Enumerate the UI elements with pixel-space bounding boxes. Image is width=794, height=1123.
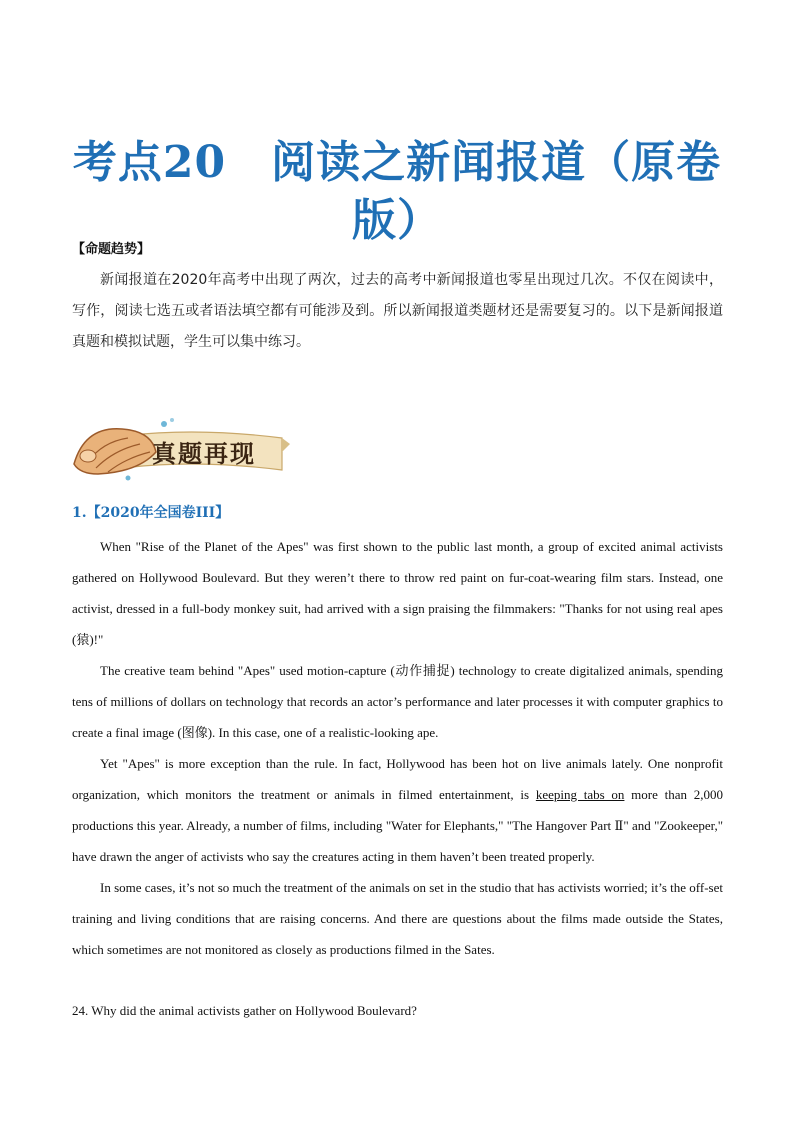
- underlined-phrase: keeping tabs on: [535, 787, 625, 802]
- paragraph-3-part-2: more than 2,000 productions this year. Already, a number of films, including "Water for Elephants," "The Hangover Part Ⅱ" and "Zookeeper," have drawn the anger of activists who say the creatures acting in them haven’t been treated properly.: [72, 787, 724, 864]
- banner-text: 真题再现: [152, 439, 256, 468]
- passage-paragraph-4: In some cases, it’s not so much the treatment of the animals on set in the studio that has activists worried; it’s the off-set training and living conditions that are raising concerns. And there are questions about the films made outside the States, which sometimes are not monitored as closely as productions filmed in the Sates.: [72, 880, 723, 957]
- question-source-heading: 1.【2020年全国卷III】: [72, 505, 230, 521]
- reading-passage: [72, 531, 723, 965]
- paragraph-3-part-1: Yet "Apes" is more exception than the rule. In fact, Hollywood has been hot on live animals lately. One nonprofit organization, which monitors the treatment or animals in filmed entertainment, is: [72, 756, 723, 802]
- passage-paragraph-1: When "Rise of the Planet of the Apes" was first shown to the public last month, a group of excited animal activists gathered on Hollywood Boulevard. But they weren’t there to throw red paint on fur-coat-wearing film stars. Instead, one activist, dressed in a full-body monkey suit, had arrived with a sign praising the filmmakers: "Thanks for not using real apes (猿)!": [72, 539, 723, 647]
- section-banner: [68, 412, 292, 486]
- question-24: 24. Why did the animal activists gather on Hollywood Boulevard?: [72, 1003, 417, 1018]
- trend-label: 【命题趋势】: [72, 242, 151, 257]
- passage-paragraph-2: The creative team behind "Apes" used motion-capture (动作捕捉) technology to create digitalized animals, spending tens of millions of dollars on technology that records an actor’s performance and later processes it with computer graphics to create a final image (图像). In this case, one of a realistic-looking ape.: [72, 663, 723, 740]
- page-title: 考点20 阅读之新闻报道（原卷版）: [72, 137, 722, 246]
- trend-paragraph: 新闻报道在2020年高考中出现了两次，过去的高考中新闻报道也零星出现过几次。不仅在阅读中，写作，阅读七选五或者语法填空都有可能涉及到。所以新闻报道类题材还是需要复习的。以下是新闻报道真题和模拟试题，学生可以集中练习。: [72, 272, 723, 350]
- passage-paragraph-3: [72, 748, 723, 872]
